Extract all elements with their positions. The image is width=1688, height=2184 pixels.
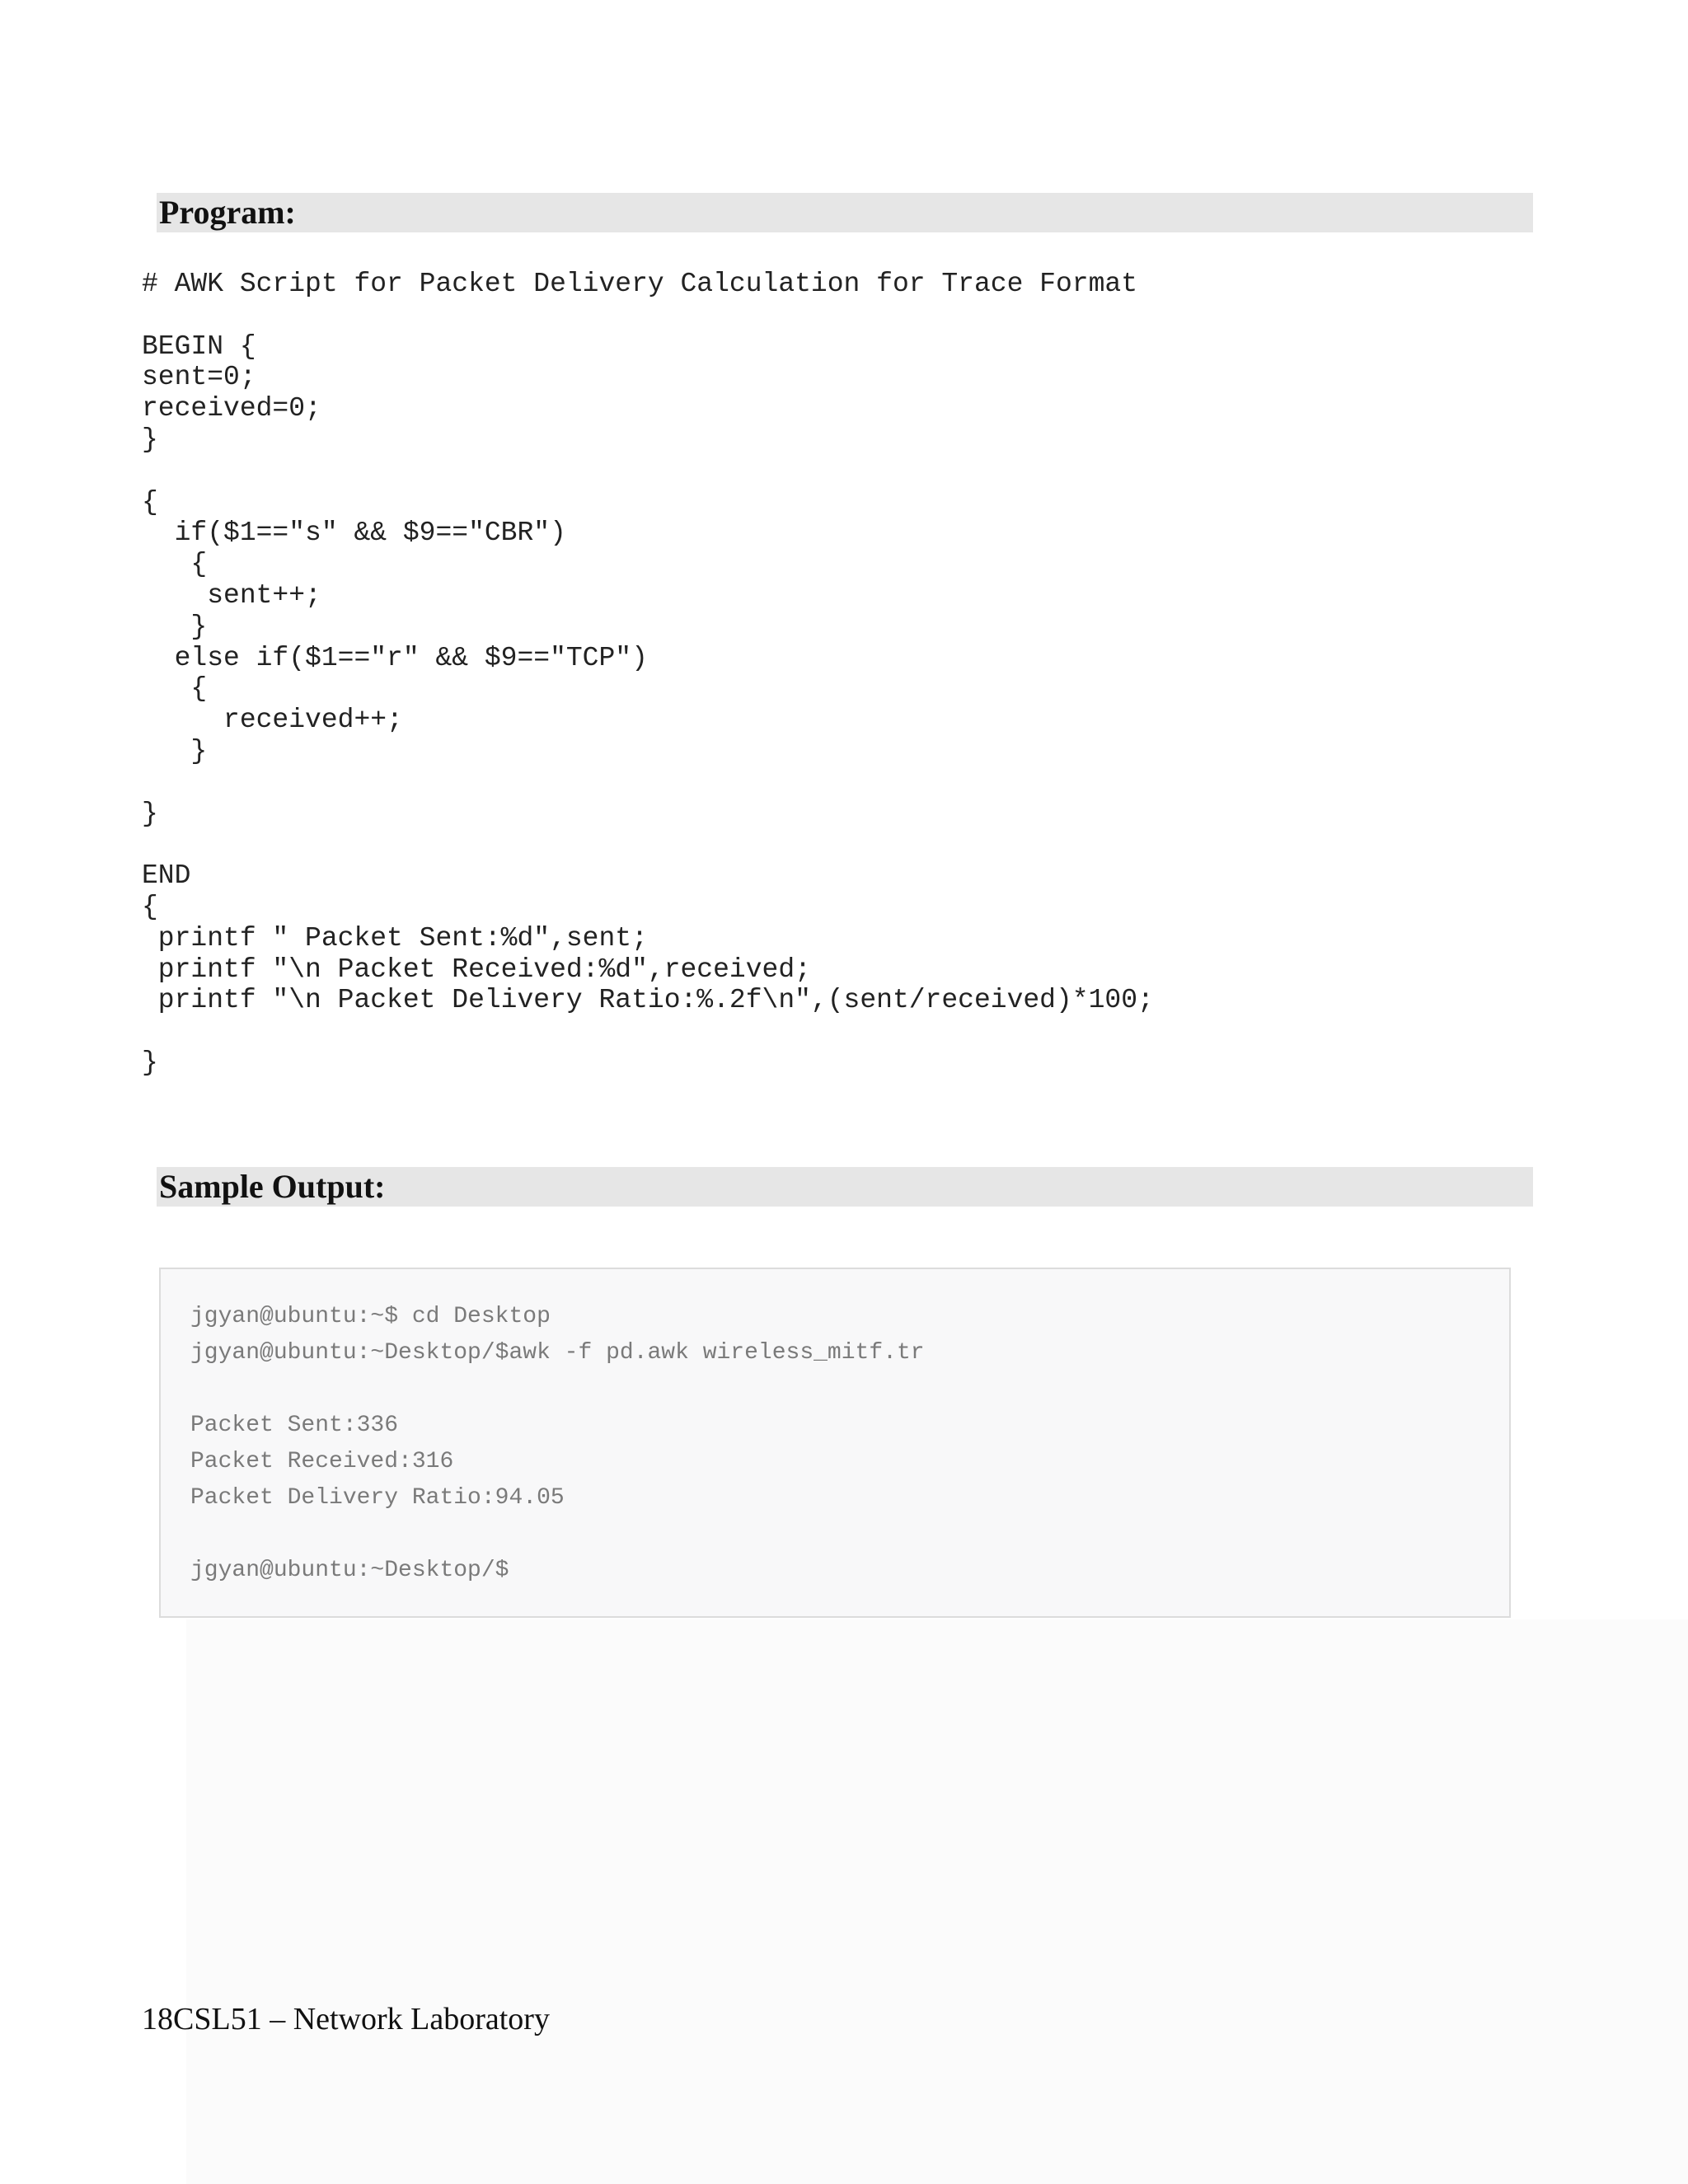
sample-output-heading [157, 1167, 1533, 1207]
program-heading [157, 193, 1533, 232]
terminal-output-box [159, 1268, 1511, 1618]
page-background-panel [186, 1619, 1688, 2184]
program-heading-text: Program: [159, 194, 296, 231]
sample-output-heading-text: Sample Output: [159, 1168, 386, 1205]
awk-code-block: # AWK Script for Packet Delivery Calculation for Trace Format BEGIN { sent=0; received=0; } { if($1=="s" && $9=="CBR") { sent++; } else if($1=="r" && $9=="TCP") { received++; } } END { printf " Packet Sent:%d",sent; printf "\n Packet Received:%d",received; printf "\n Packet Delivery Ratio:%.2f\n",(sent/received)*100; } [142, 269, 1154, 1078]
terminal-output-text: jgyan@ubuntu:~$ cd Desktop jgyan@ubuntu:~Desktop/$awk -f pd.awk wireless_mitf.tr Packet Sent:336 Packet Received:316 Packet Delivery Ratio:94.05 jgyan@ubuntu:~Desktop/$ [190, 1304, 925, 1583]
page-footer: 18CSL51 – Network Laboratory [142, 2002, 550, 2036]
